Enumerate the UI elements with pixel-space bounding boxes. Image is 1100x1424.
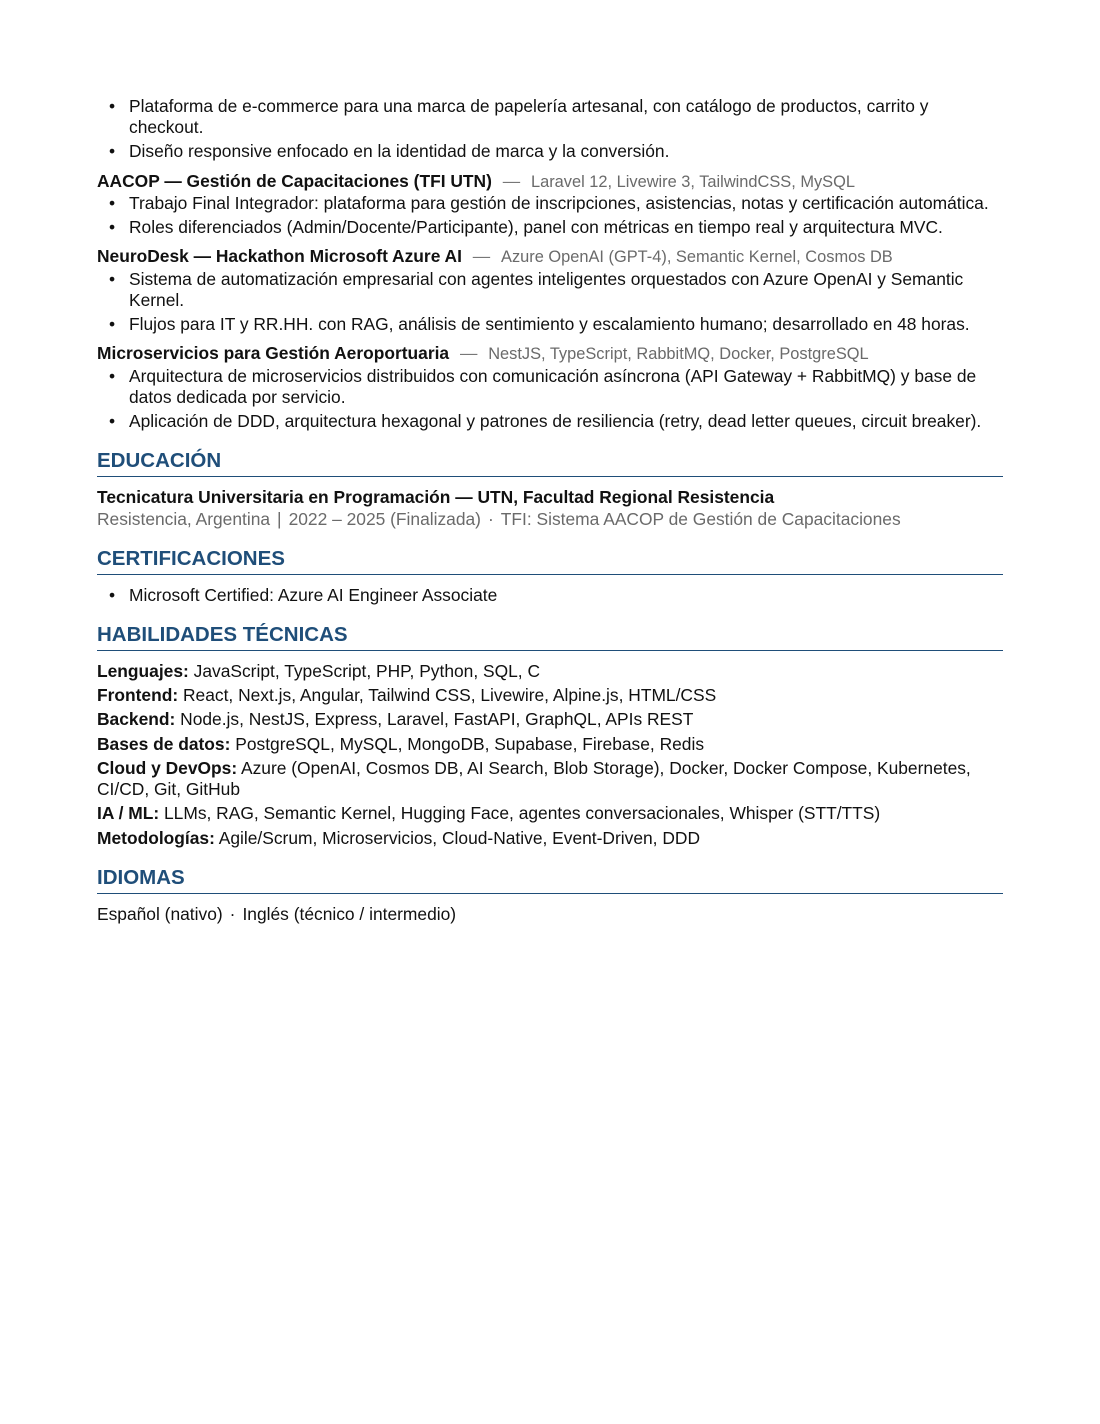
list-item: • Aplicación de DDD, arquitectura hexagonal y patrones de resiliencia (retry, dead letter queues, circuit breaker). — [97, 411, 1003, 432]
skill-line-ia-ml — [97, 803, 1003, 824]
skill-label: Metodologías: — [97, 827, 215, 848]
list-item: • Flujos para IT y RR.HH. con RAG, análisis de sentimiento y escalamiento humano; desarrollado en 48 horas. — [97, 314, 1003, 335]
skill-label: Bases de datos: — [97, 733, 231, 754]
degree-title: Tecnicatura Universitaria en Programación — UTN, Facultad Regional Resistencia — [97, 487, 775, 508]
list-item: • Roles diferenciados (Admin/Docente/Participante), panel con métricas en tiempo real y arquitectura MVC. — [97, 217, 1003, 238]
project-title: Microservicios para Gestión Aeroportuaria — [97, 343, 450, 364]
list-item: • Sistema de automatización empresarial con agentes inteligentes orquestados con Azure OpenAI y Semantic Kernel. — [97, 269, 1003, 311]
separator: · — [229, 903, 236, 924]
skill-line-bases-de-datos — [97, 734, 1003, 755]
skill-value: PostgreSQL, MySQL, MongoDB, Supabase, Firebase, Redis — [235, 733, 705, 754]
skills-section — [97, 622, 1003, 849]
skill-label: Lenguajes: — [97, 660, 189, 681]
section-heading: EDUCACIÓN — [97, 448, 1003, 477]
skill-value: JavaScript, TypeScript, PHP, Python, SQL, C — [193, 660, 541, 681]
section-heading: IDIOMAS — [97, 865, 1003, 894]
languages-line — [97, 904, 1003, 925]
project-separator: — — [502, 170, 521, 191]
certification-list — [97, 585, 1003, 606]
resume-page — [97, 96, 1003, 925]
degree-location: Resistencia, Argentina — [97, 508, 271, 529]
skill-value: Azure (OpenAI, Cosmos DB, AI Search, Blob Storage), Docker, Docker Compose, Kubernetes, CI/CD, Git, GitHub — [97, 757, 971, 800]
skill-line-lenguajes — [97, 661, 1003, 682]
project-bullet-list — [97, 269, 1003, 336]
skill-value: Node.js, NestJS, Express, Laravel, FastAPI, GraphQL, APIs REST — [180, 709, 694, 730]
certifications-section — [97, 546, 1003, 606]
list-item: • Plataforma de e-commerce para una marca de papelería artesanal, con catálogo de productos, carrito y checkout. — [97, 96, 1003, 138]
skill-value: Agile/Scrum, Microservicios, Cloud-Native, Event-Driven, DDD — [218, 827, 701, 848]
skill-label: Cloud y DevOps: — [97, 757, 238, 778]
intro-bullet-list — [97, 96, 1003, 163]
project-bullet-list — [97, 193, 1003, 238]
skill-line-frontend — [97, 685, 1003, 706]
project-tech-stack: Azure OpenAI (GPT-4), Semantic Kernel, Cosmos DB — [501, 248, 893, 267]
list-item: • Arquitectura de microservicios distribuidos con comunicación asíncrona (API Gateway + RabbitMQ) y base de datos dedicada por servicio. — [97, 366, 1003, 408]
list-item: • Trabajo Final Integrador: plataforma para gestión de inscripciones, asistencias, notas y certificación automática. — [97, 193, 1003, 214]
project-bullet-list — [97, 366, 1003, 433]
language-item: Inglés (técnico / intermedio) — [242, 903, 457, 924]
skill-label: IA / ML: — [97, 803, 160, 824]
skill-value: LLMs, RAG, Semantic Kernel, Hugging Face, agentes conversacionales, Whisper (STT/TTS) — [163, 803, 881, 824]
skill-line-metodologias — [97, 828, 1003, 849]
language-item: Español (nativo) — [97, 903, 223, 924]
list-item: • Microsoft Certified: Azure AI Engineer Associate — [97, 585, 1003, 606]
skill-value: React, Next.js, Angular, Tailwind CSS, Livewire, Alpine.js, HTML/CSS — [182, 685, 717, 706]
languages-section — [97, 865, 1003, 925]
degree-period: 2022 – 2025 (Finalizada) — [288, 508, 481, 529]
project-title: NeuroDesk — Hackathon Microsoft Azure AI — [97, 246, 462, 267]
skill-label: Frontend: — [97, 685, 179, 706]
project-separator: — — [459, 343, 478, 364]
project-tech-stack: NestJS, TypeScript, RabbitMQ, Docker, PostgreSQL — [488, 345, 869, 364]
project-microservicios — [97, 343, 1003, 432]
degree-details — [97, 509, 1003, 530]
list-item: • Diseño responsive enfocado en la identidad de marca y la conversión. — [97, 141, 1003, 162]
project-header — [97, 246, 1003, 267]
project-aacop — [97, 171, 1003, 239]
skill-line-cloud-devops — [97, 758, 1003, 800]
section-heading: CERTIFICACIONES — [97, 546, 1003, 575]
separator: · — [487, 508, 494, 529]
education-section — [97, 448, 1003, 529]
project-tech-stack: Laravel 12, Livewire 3, TailwindCSS, MySQL — [530, 172, 855, 191]
project-title: AACOP — Gestión de Capacitaciones (TFI UTN) — [97, 170, 492, 191]
skill-line-backend — [97, 709, 1003, 730]
project-header — [97, 343, 1003, 364]
skill-label: Backend: — [97, 709, 176, 730]
project-separator: — — [472, 246, 491, 267]
separator: | — [277, 508, 282, 529]
project-header — [97, 171, 1003, 192]
project-neurodesk — [97, 246, 1003, 335]
degree-thesis: TFI: Sistema AACOP de Gestión de Capacitaciones — [500, 508, 901, 529]
section-heading: HABILIDADES TÉCNICAS — [97, 622, 1003, 651]
